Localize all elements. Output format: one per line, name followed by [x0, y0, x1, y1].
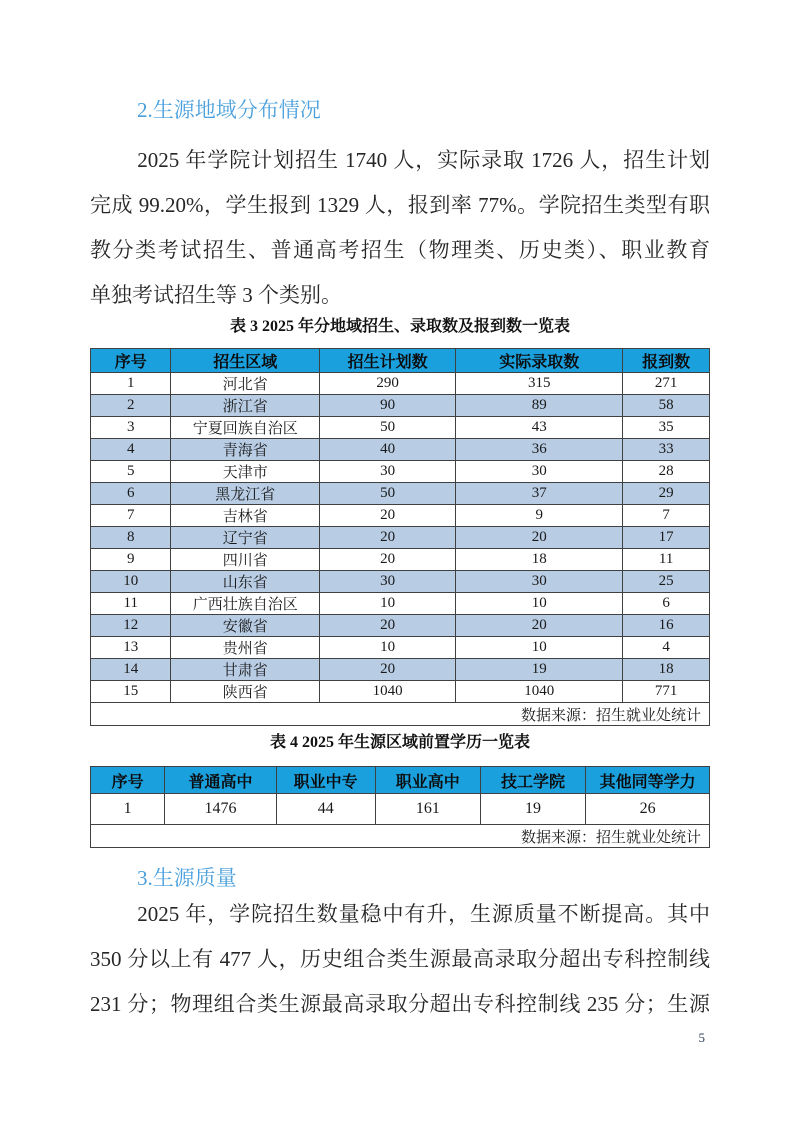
- table-cell: 11: [91, 593, 171, 615]
- table-cell: 20: [320, 505, 456, 527]
- table-cell: 35: [623, 417, 710, 439]
- table-cell: 37: [456, 483, 623, 505]
- table-cell: 11: [623, 549, 710, 571]
- table-cell: 20: [320, 659, 456, 681]
- table-cell: 宁夏回族自治区: [171, 417, 320, 439]
- col-header-region: 招生区域: [171, 349, 320, 373]
- table-cell: 90: [320, 395, 456, 417]
- table-cell: 9: [456, 505, 623, 527]
- table-cell: 吉林省: [171, 505, 320, 527]
- col-header-seq: 序号: [91, 767, 165, 794]
- table-cell: 30: [320, 461, 456, 483]
- col-header-equivalent: 其他同等学力: [586, 767, 710, 794]
- page-number: 5: [698, 1030, 705, 1045]
- table-cell: 安徽省: [171, 615, 320, 637]
- table3-caption: 表 3 2025 年分地域招生、录取数及报到数一览表: [229, 318, 570, 335]
- table-cell: 山东省: [171, 571, 320, 593]
- table-cell: 甘肃省: [171, 659, 320, 681]
- table-cell: 18: [623, 659, 710, 681]
- table-cell: 9: [91, 549, 171, 571]
- table-cell: 771: [623, 681, 710, 703]
- table-cell: 四川省: [171, 549, 320, 571]
- table-row: [91, 659, 710, 681]
- table-cell: 浙江省: [171, 395, 320, 417]
- table-row: [91, 417, 710, 439]
- table-row: [91, 593, 710, 615]
- table-cell: 10: [320, 593, 456, 615]
- table-cell: 10: [456, 593, 623, 615]
- table-cell: 7: [91, 505, 171, 527]
- table-row: [91, 505, 710, 527]
- col-header-admitted: 实际录取数: [456, 349, 623, 373]
- table-cell: 18: [456, 549, 623, 571]
- table-cell: 28: [623, 461, 710, 483]
- paragraph-line: 350 分以上有 477 人，历史组合类生源最高录取分超出专科控制线: [90, 947, 710, 971]
- section-heading-3: 3.生源质量: [137, 866, 237, 890]
- table-cell: 20: [456, 615, 623, 637]
- col-header-voc-hs: 职业高中: [375, 767, 480, 794]
- table-cell: 13: [91, 637, 171, 659]
- table-source-row: [91, 703, 710, 726]
- table-row: [91, 681, 710, 703]
- table-cell: 广西壮族自治区: [171, 593, 320, 615]
- table-cell: 290: [320, 373, 456, 395]
- paragraph-line: 2025 年学院计划招生 1740 人，实际录取 1726 人，招生计划: [137, 148, 710, 172]
- prior-education-table: [90, 766, 710, 848]
- table-cell: 辽宁省: [171, 527, 320, 549]
- table-cell: 19: [480, 794, 585, 825]
- table-cell: 33: [623, 439, 710, 461]
- table-cell: 10: [320, 637, 456, 659]
- table-cell: 2: [91, 395, 171, 417]
- section-2-paragraph: [90, 138, 710, 318]
- table-cell: 1040: [320, 681, 456, 703]
- table-header-row: [91, 349, 710, 373]
- table-cell: 36: [456, 439, 623, 461]
- table-row: [91, 373, 710, 395]
- table-cell: 25: [623, 571, 710, 593]
- table-cell: 50: [320, 417, 456, 439]
- table-cell: 6: [91, 483, 171, 505]
- table-cell: 20: [320, 549, 456, 571]
- table-cell: 10: [91, 571, 171, 593]
- data-source-note: 数据来源：招生就业处统计: [91, 825, 710, 848]
- col-header-regular-hs: 普通高中: [165, 767, 276, 794]
- table-row: [91, 461, 710, 483]
- table-cell: 1: [91, 794, 165, 825]
- table-cell: 1040: [456, 681, 623, 703]
- table-cell: 30: [320, 571, 456, 593]
- col-header-reported: 报到数: [623, 349, 710, 373]
- table-cell: 19: [456, 659, 623, 681]
- table-cell: 10: [456, 637, 623, 659]
- table-cell: 26: [586, 794, 710, 825]
- table-cell: 30: [456, 461, 623, 483]
- col-header-technical: 技工学院: [480, 767, 585, 794]
- region-table-body: [91, 373, 710, 703]
- table-cell: 20: [456, 527, 623, 549]
- table-row: [91, 527, 710, 549]
- table-cell: 天津市: [171, 461, 320, 483]
- table-source-row: [91, 825, 710, 848]
- table-cell: 陕西省: [171, 681, 320, 703]
- col-header-seq: 序号: [91, 349, 171, 373]
- table-cell: 5: [91, 461, 171, 483]
- table-cell: 黑龙江省: [171, 483, 320, 505]
- table-cell: 6: [623, 593, 710, 615]
- col-header-voc-secondary: 职业中专: [276, 767, 375, 794]
- table-cell: 12: [91, 615, 171, 637]
- table-cell: 7: [623, 505, 710, 527]
- table-cell: 58: [623, 395, 710, 417]
- table-row: [91, 794, 710, 825]
- section-heading-2: 2.生源地域分布情况: [137, 98, 321, 122]
- paragraph-line: 2025 年，学院招生数量稳中有升，生源质量不断提高。其中: [137, 902, 710, 926]
- table-cell: 315: [456, 373, 623, 395]
- table-cell: 43: [456, 417, 623, 439]
- table-row: [91, 571, 710, 593]
- table-row: [91, 483, 710, 505]
- table-cell: 20: [320, 615, 456, 637]
- table-cell: 4: [91, 439, 171, 461]
- paragraph-line: 完成 99.20%，学生报到 1329 人，报到率 77%。学院招生类型有职: [90, 193, 710, 217]
- table-cell: 3: [91, 417, 171, 439]
- prior-education-table-body: [91, 794, 710, 825]
- table-header-row: [91, 767, 710, 794]
- table-cell: 14: [91, 659, 171, 681]
- paragraph-line: 单独考试招生等 3 个类别。: [90, 283, 342, 307]
- paragraph-line: 231 分；物理组合类生源最高录取分超出专科控制线 235 分；生源: [90, 992, 710, 1016]
- table-cell: 17: [623, 527, 710, 549]
- col-header-plan: 招生计划数: [320, 349, 456, 373]
- table-cell: 1: [91, 373, 171, 395]
- table-cell: 8: [91, 527, 171, 549]
- table-cell: 4: [623, 637, 710, 659]
- table4-caption: 表 4 2025 年生源区域前置学历一览表: [269, 734, 530, 751]
- table-row: [91, 637, 710, 659]
- data-source-note: 数据来源：招生就业处统计: [91, 703, 710, 726]
- table-row: [91, 549, 710, 571]
- region-enrollment-table: [90, 348, 710, 726]
- table-cell: 29: [623, 483, 710, 505]
- table-row: [91, 615, 710, 637]
- table-cell: 20: [320, 527, 456, 549]
- table-cell: 16: [623, 615, 710, 637]
- table-cell: 青海省: [171, 439, 320, 461]
- table-cell: 89: [456, 395, 623, 417]
- table-cell: 50: [320, 483, 456, 505]
- section-3-paragraph: [90, 892, 710, 1027]
- table-cell: 贵州省: [171, 637, 320, 659]
- table-cell: 1476: [165, 794, 276, 825]
- paragraph-line: 教分类考试招生、普通高考招生（物理类、历史类）、职业教育: [90, 238, 710, 262]
- table-cell: 15: [91, 681, 171, 703]
- table-cell: 40: [320, 439, 456, 461]
- table-row: [91, 395, 710, 417]
- table-cell: 44: [276, 794, 375, 825]
- table-cell: 河北省: [171, 373, 320, 395]
- table-cell: 30: [456, 571, 623, 593]
- table-cell: 271: [623, 373, 710, 395]
- table-cell: 161: [375, 794, 480, 825]
- table-row: [91, 439, 710, 461]
